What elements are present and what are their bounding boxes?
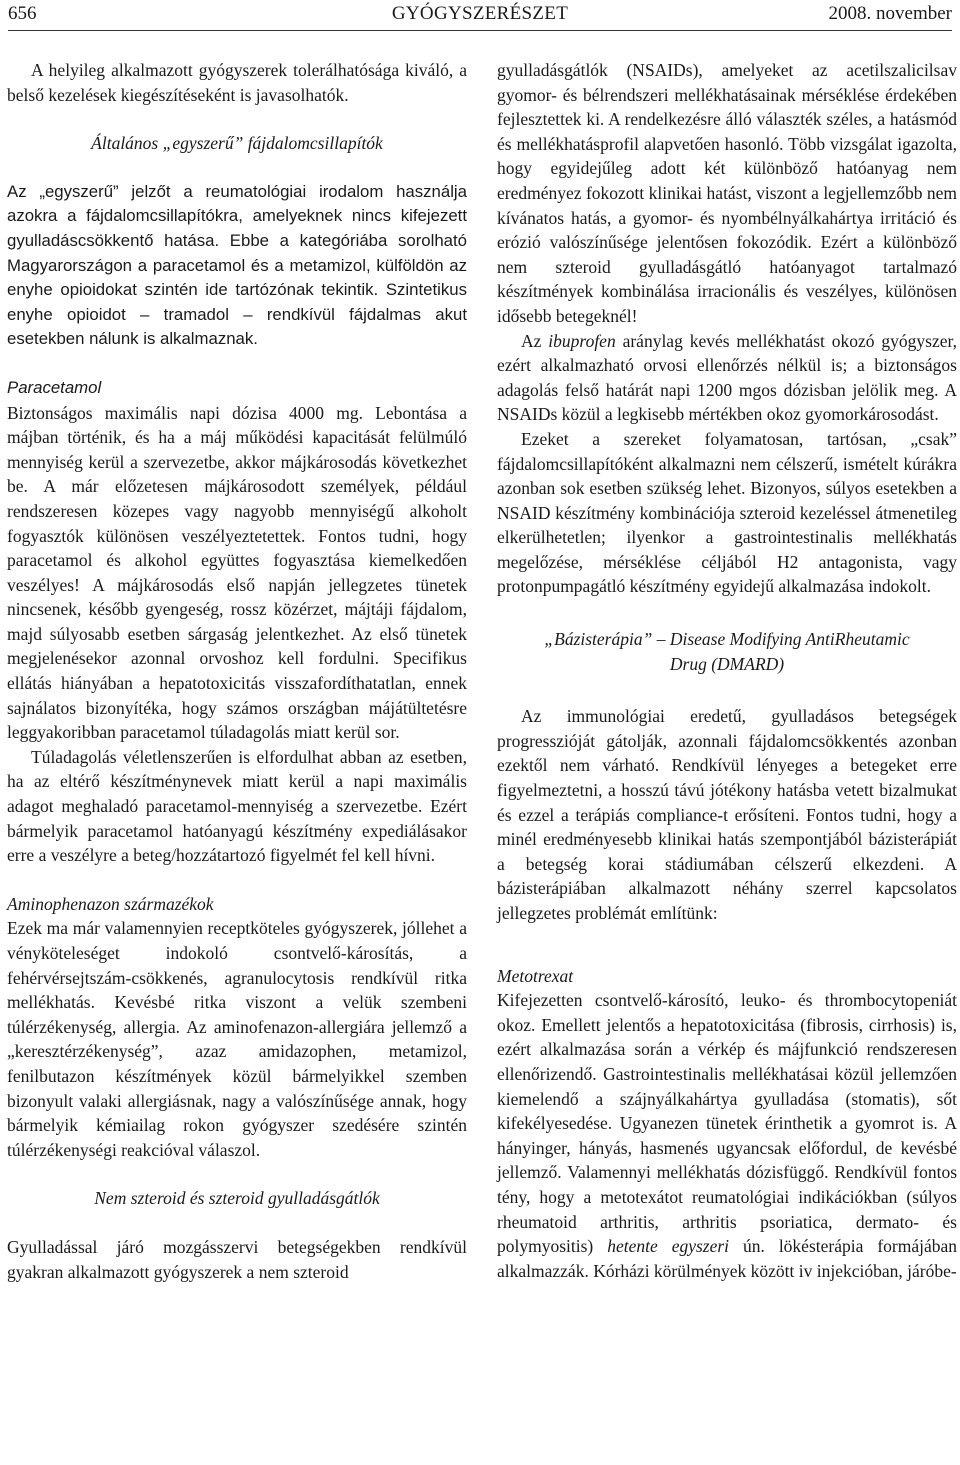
anti-inflammatory-paragraph: Gyulladással járó mozgásszervi betegségekben rendkívül gyakran alkalmazott gyógyszerek a nem szteroid	[7, 1236, 467, 1282]
page-header	[8, 0, 952, 30]
section-heading-dmard-line2: Drug (DMARD)	[669, 653, 785, 674]
section-heading-anti-inflammatory: Nem szteroid és szteroid gyulladásgátlók	[94, 1188, 380, 1209]
journal-title: GYÓGYSZERÉSZET	[391, 3, 569, 24]
aminophenazon-paragraph: Ezek ma már valamennyien receptköteles gyógyszerek, jóllehet a vényköteleséget indokoló csontvelő-károsítás, a fehérvérsejtszám-csökkenés, agranulocytosis rendkívül ritka mellékhatás. Kevésbé ritka viszont a velük szembeni túlérzékenység, allergia. Az aminofenazon-allergiára jellemző a „keresztérzékenység”, azaz amidazophen, metamizol, fenilbutazon készítmények közül bármelyikkel szemben bizonyult valaki allergiásnak, nagy a valószínűsége annak, hogy bármelyik kémiailag rokon gyógyszer szedésére szintén túlérzékenységi reakcióval válaszol.	[7, 918, 467, 1160]
weekly-dose-term: hetente egyszeri	[607, 1236, 730, 1257]
intro-paragraph: A helyileg alkalmazott gyógyszerek tolerálhatósága kiváló, a belső kezelések kiegészítéseként is javasolhatók.	[7, 60, 467, 105]
simple-analgesics-paragraph: Az „egyszerű” jelzőt a reumatológiai irodalom használja azokra a fájdalomcsillapítókra, amelyeknek nincs kifejezett gyulladáscsökkentő hatása. Ebbe a kategóriába sorolható Magyarországon a paracetamol és a metamizol, külföldön az enyhe opioidokat szintén ide tartózónak tekintik. Szintetikus enyhe opioidot – tramadol – rendkívül fájdalmas akut esetekben nálunk is alkalmaznak.	[7, 181, 467, 349]
right-column	[497, 58, 957, 1283]
page-number: 656	[8, 3, 37, 24]
section-heading-paracetamol: Paracetamol	[7, 377, 102, 397]
overdose-paragraph: Túladagolás véletlenszerűen is elfordulhat abban az esetben, ha az eltérő készítménynevek miatt kerül a napi maximális adagot meghaladó paracetamol-mennyiség a szervezetbe. Ezért bármelyik paracetamol hatóanyagú készítmény expediálásakor erre a veszélyre a beteg/hozzátartozó figyelmét fel kell hívni.	[7, 746, 467, 866]
ibuprofen-paragraph: Az ibuprofen aránylag kevés mellékhatást okozó gyógyszer, ezért alkalmazható orvosi ellenőrzés nélkül is; a biztonságos adagolás felső határát napi 1200 mgos dózisban jelölik meg. A NSAIDs közül a legkisebb mértékben okoz gyomorkárosodást.	[497, 330, 957, 425]
paracetamol-paragraph: Biztonságos maximális napi dózisa 4000 mg. Lebontása a májban történik, és ha a máj működési kapacitását felülmúló mennyiség kerül a szervezetbe, akkor májkárosodás következhet be. A már előzetesen májkárosodott személyek, például rendszeresen közepes vagy nagyobb mennyiségű alkoholt fogyasztók különösen veszélyeztetettek. Fontos tudni, hogy paracetamol és alkohol együttes fogyasztása kiemelkedően veszélyes! A májkárosodás első napján jellegzetes tünetek nincsenek, később gyengeség, rossz közérzet, májtáji fájdalom, majd súlyosabb esetben sárgaság jelentkezhet. Az első tünetek megjelenésekor azonnal orvoshoz kell fordulni. Specifikus ellátás hiányában a hepatotoxicitás visszafordíthatatlan, ennek sajnálatos bizonyítéka, hogy számos országban májátültetésre leggyakoribban paracetamol túladagolás miatt kerül sor.	[7, 402, 467, 743]
header-rule	[8, 30, 952, 31]
dmard-paragraph: Az immunológiai eredetű, gyulladásos betegségek progresszióját gátolják, azonnali fájdalomcsökkentés azonban ezektől nem várható. Rendkívül lényeges a betegeket erre figyelmeztetni, a hosszú távú jótékony hatásba vetett bizalmukat és ezzel a terápiás compliance-t erősíteni. Fontos tudni, hogy a minél eredményesebb klinikai hatás szempontjából bázisterápiát a betegség korai stádiumában célszerű elkezdeni. A bázisterápiában alkalmazott néhány szerrel kapcsolatos jellegzetes problémát említünk:	[497, 706, 957, 923]
section-heading-metotrexat: Metotrexat	[497, 965, 574, 986]
ibuprofen-term: ibuprofen	[548, 330, 616, 351]
nsaid-continued-paragraph: gyulladásgátlók (NSAIDs), amelyeket az acetilszalicilsav gyomor- és bélrendszeri mellékhatásainak mérséklése érdekében fejlesztettek ki. A rendelkezésre álló választék széles, a hatásmód és mellékhatásprofil alapvetően hasonló. Több vizsgálat igazolta, hogy egyidejűleg adott két különböző hatóanyag nem eredményez fokozott klinikai hatást, viszont a legjellemzőbb nem kívánatos hatás, a gyomor- és nyombélnyálkahártya irritáció és erózió valószínűsége jelentősen fokozódik. Ezért a különböző nem szteroid gyulladásgátló hatóanyagot tartalmazó készítmények kombinálása irracionális és veszélyes, különösen idősebb betegeknél!	[497, 60, 957, 326]
section-heading-dmard-line1: „Bázisterápia” – Disease Modifying AntiRheutamic	[544, 629, 910, 650]
section-heading-aminophenazon: Aminophenazon származékok	[7, 893, 214, 914]
metotrexat-paragraph: Kifejezetten csontvelő-károsító, leuko- és thrombocytopeniát okoz. Emellett jelentős a hepatotoxicitása (fibrosis, cirrhosis) is, ezért alkalmazása során a vérkép és májfunkció rendszeresen ellenőrizendő. Gastrointestinalis mellékhatásai közül jellemzően kiemelendő a szájnyálkahártya gyulladása (stomatis), sőt kifekélyesedése. Ugyanezen tünetek érinthetik a gyomrot is. A hányinger, hányás, hasmenés ugyancsak előfordul, de kevésbé jellemző. Valamennyi mellékhatás dózisfüggő. Rendkívül fontos tény, hogy a metotexátot reumatológiai indikációkban (súlyos rheumatoid arthritis, arthritis psoriatica, dermato- és polymyositis) hetente egyszeri ún. lökésterápia formájában alkalmazzák. Kórházi körülmények között iv injekcióban, járóbe-	[497, 990, 957, 1281]
issue-date: 2008. november	[828, 3, 952, 24]
section-heading-simple-analgesics: Általános „egyszerű” fájdalomcsillapítók	[91, 133, 383, 154]
continuous-use-paragraph: Ezeket a szereket folyamatosan, tartósan, „csak” fájdalomcsillapítóként alkalmazni nem célszerű, ismételt kúrákra azonban sok esetben szükség lehet. Bizonyos, súlyos esetekben a NSAID készítmény kombinációja szteroid kezeléssel átmenetileg elkerülhetetlen; ilyenkor a gastrointestinalis mellékhatás megelőzése, mérséklése céljából H2 antagonista, vagy protonpumpagátló készítmény egyidejű alkalmazása indokolt.	[497, 428, 957, 597]
left-column	[7, 58, 467, 1284]
